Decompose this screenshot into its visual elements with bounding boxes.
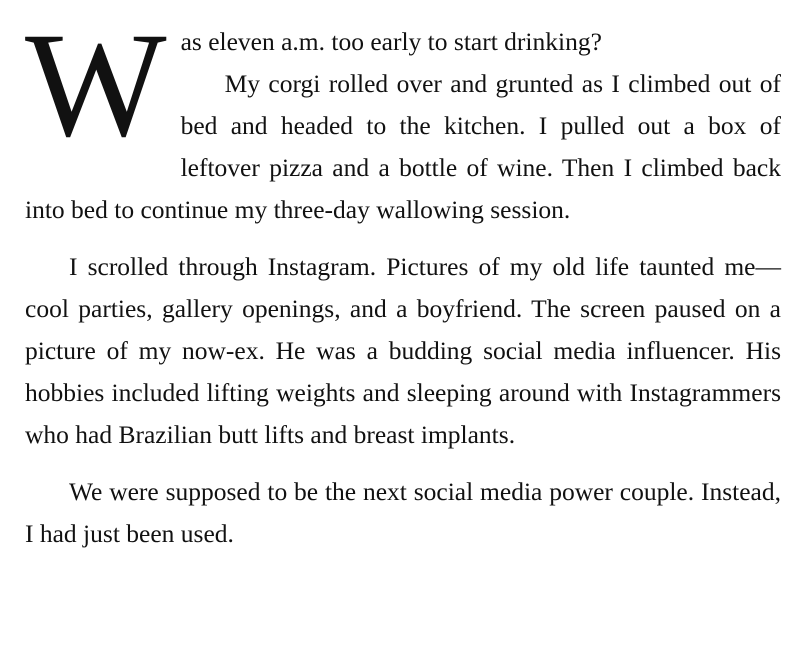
paragraph-3: We were supposed to be the next social media power couple. Instead, I had just been used. — [25, 477, 781, 548]
drop-cap-letter: W — [25, 2, 167, 168]
book-page — [25, 2, 781, 555]
paragraph-1: My corgi rolled over and grunted as I climbed out of bed and headed to the kitchen. I pulled out a box of leftover pizza and a bottle of wine. Then I climbed back into bed to continue my three-day wallowing session. — [25, 69, 781, 224]
paragraph-2: I scrolled through Instagram. Pictures of my old life taunted me—cool parties, gallery openings, and a boyfriend. The screen paused on a picture of my now-ex. He was a budding social media influencer. His hobbies included lifting weights and sleeping around with Instagrammers who had Brazilian butt lifts and breast implants. — [25, 252, 781, 449]
opening-line: as eleven a.m. too early to start drinking? — [180, 27, 602, 56]
